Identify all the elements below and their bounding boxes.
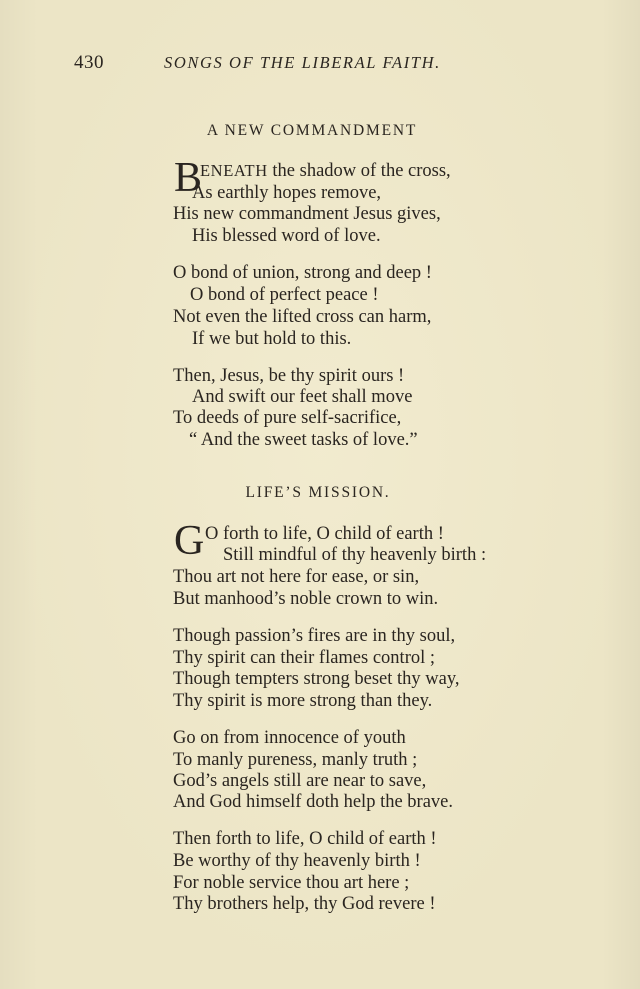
poem-line: And swift our feet shall move (192, 387, 413, 407)
poem-line: Go on from innocence of youth (173, 728, 406, 748)
poem-line: “ And the sweet tasks of love.” (189, 430, 418, 450)
drop-cap: G (174, 518, 205, 564)
poem-line: His new commandment Jesus gives, (173, 204, 441, 224)
poem-line (200, 160, 451, 182)
poem-line: God’s angels still are near to save, (173, 771, 427, 791)
poem-line: If we but hold to this. (192, 329, 352, 349)
running-head (74, 52, 494, 76)
poem-line: O forth to life, O child of earth ! (205, 524, 444, 544)
poem-line: Not even the lifted cross can harm, (173, 307, 432, 327)
poem-line: But manhood’s noble crown to win. (173, 589, 439, 609)
poem-title-lifes-mission: LIFE’S MISSION. (245, 484, 391, 501)
poem-line: As earthly hopes remove, (192, 183, 382, 203)
poem-line: O bond of perfect peace ! (190, 285, 379, 305)
poem-line: O bond of union, strong and deep ! (173, 263, 432, 283)
drop-cap: B (174, 155, 203, 201)
poem-line: Thy spirit can their flames control ; (173, 648, 436, 668)
poem-line: To manly pureness, manly truth ; (173, 750, 418, 770)
poem-line: Thy brothers help, thy God revere ! (173, 894, 436, 914)
first-word-small-caps: ENEATH (200, 161, 268, 180)
poem-line: Though passion’s fires are in thy soul, (173, 626, 456, 646)
poem-line: Thou art not here for ease, or sin, (173, 567, 420, 587)
first-line-rest: the shadow of the cross, (267, 161, 451, 181)
poem-line: For noble service thou art here ; (173, 873, 410, 893)
poem-line: Thy spirit is more strong than they. (173, 691, 433, 711)
page-number: 430 (74, 52, 104, 73)
poem-line: Then, Jesus, be thy spirit ours ! (173, 366, 405, 386)
poem-line: To deeds of pure self-sacrifice, (173, 408, 402, 428)
poem-line: Be worthy of thy heavenly birth ! (173, 851, 421, 871)
poem-line: His blessed word of love. (192, 226, 381, 246)
poem-line: Then forth to life, O child of earth ! (173, 829, 437, 849)
poem-line: And God himself doth help the brave. (173, 792, 454, 812)
poem-title-a-new-commandment: A NEW COMMANDMENT (206, 122, 418, 139)
running-title: SONGS OF THE LIBERAL FAITH. (164, 53, 441, 72)
poem-line: Though tempters strong beset thy way, (173, 669, 460, 689)
poem-line: Still mindful of thy heavenly birth : (223, 545, 487, 565)
